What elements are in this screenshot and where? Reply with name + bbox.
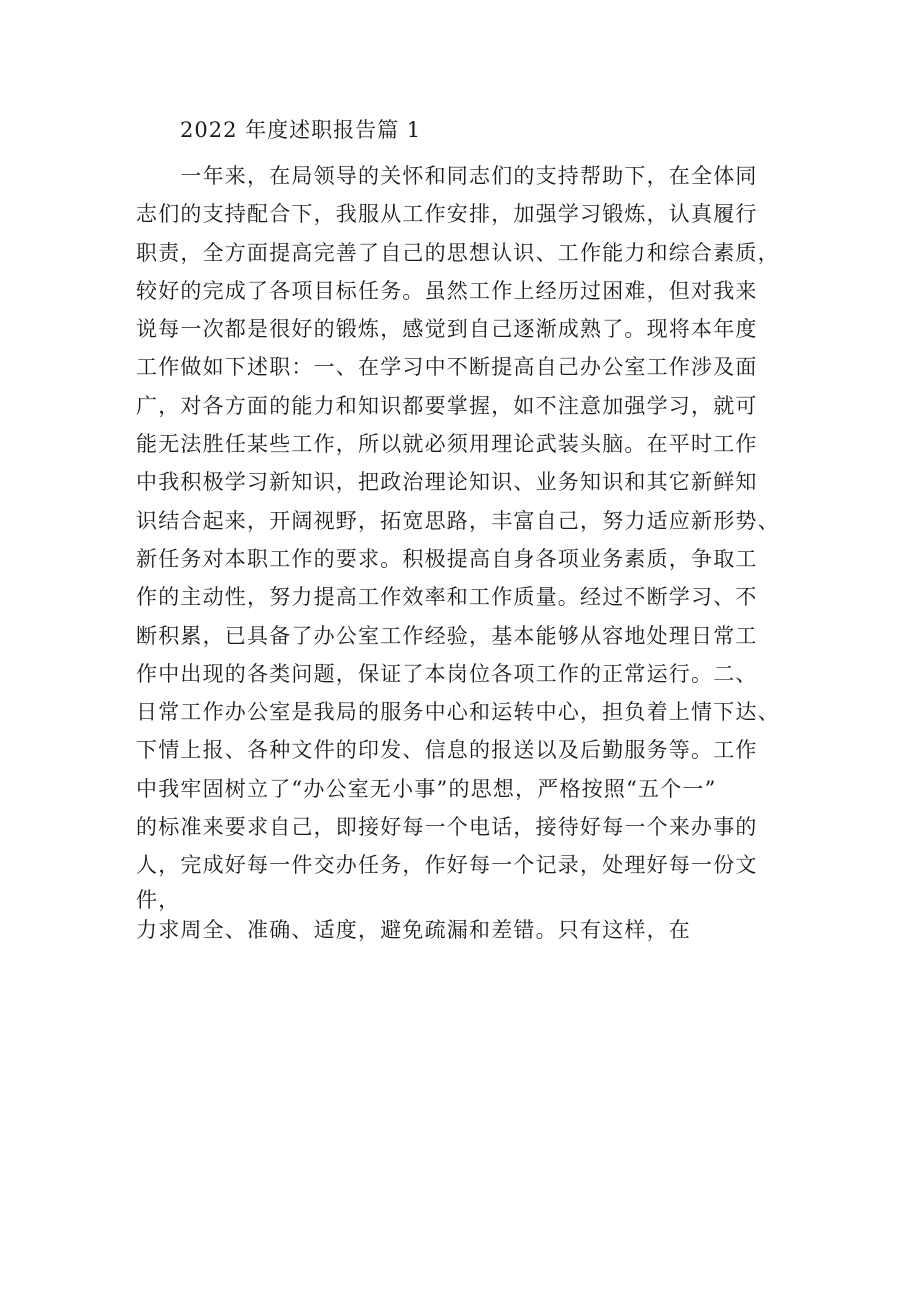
body-line: 新任务对本职工作的要求。积极提高自身各项业务素质，争取工 xyxy=(136,546,758,571)
body-line: 下情上报、各种文件的印发、信息的报送以及后勤服务等。工作 xyxy=(136,738,758,763)
body-line: 识结合起来，开阔视野，拓宽思路，丰富自己，努力适应新形势、 xyxy=(136,508,780,533)
body-line: 能无法胜任某些工作，所以就必须用理论武装头脑。在平时工作 xyxy=(136,432,758,457)
body-line: 中我积极学习新知识，把政治理论知识、业务知识和其它新鲜知 xyxy=(136,470,758,495)
body-line: 断积累，已具备了办公室工作经验，基本能够从容地处理日常工 xyxy=(136,623,758,648)
body-line: 一年来，在局领导的关怀和同志们的支持帮助下，在全体同 xyxy=(136,164,758,188)
body-line: 件， xyxy=(136,887,181,912)
body-line: 的标准来要求自己，即接好每一个电话，接待好每一个来办事的 xyxy=(136,815,758,840)
body-line: 工作做如下述职：一、在学习中不断提高自己办公室工作涉及面 xyxy=(136,355,758,380)
body-line: 人，完成好每一件交办任务，作好每一个记录，处理好每一份文 xyxy=(136,853,758,878)
document-body xyxy=(136,157,796,945)
body-line: 职责，全方面提高完善了自己的思想认识、工作能力和综合素质， xyxy=(136,240,780,265)
body-line: 日常工作办公室是我局的服务中心和运转中心，担负着上情下达、 xyxy=(136,700,780,725)
body-line: 广，对各方面的能力和知识都要掌握，如不注意加强学习，就可 xyxy=(136,393,758,418)
body-line: 说每一次都是很好的锻炼，感觉到自己逐渐成熟了。现将本年度 xyxy=(136,317,758,342)
body-line: 较好的完成了各项目标任务。虽然工作上经历过困难，但对我来 xyxy=(136,278,758,303)
body-line: 中我牢固树立了“办公室无小事”的思想，严格按照“五个一” xyxy=(136,776,717,801)
body-line: 力求周全、准确、适度，避免疏漏和差错。只有这样，在 xyxy=(136,917,691,942)
body-line: 作中出现的各类问题，保证了本岗位各项工作的正常运行。二、 xyxy=(136,661,758,686)
body-line: 作的主动性，努力提高工作效率和工作质量。经过不断学习、不 xyxy=(136,585,758,610)
body-line: 志们的支持配合下，我服从工作安排，加强学习锻炼，认真履行 xyxy=(136,202,758,227)
document-title: 2022 年度述职报告篇 1 xyxy=(180,118,422,142)
